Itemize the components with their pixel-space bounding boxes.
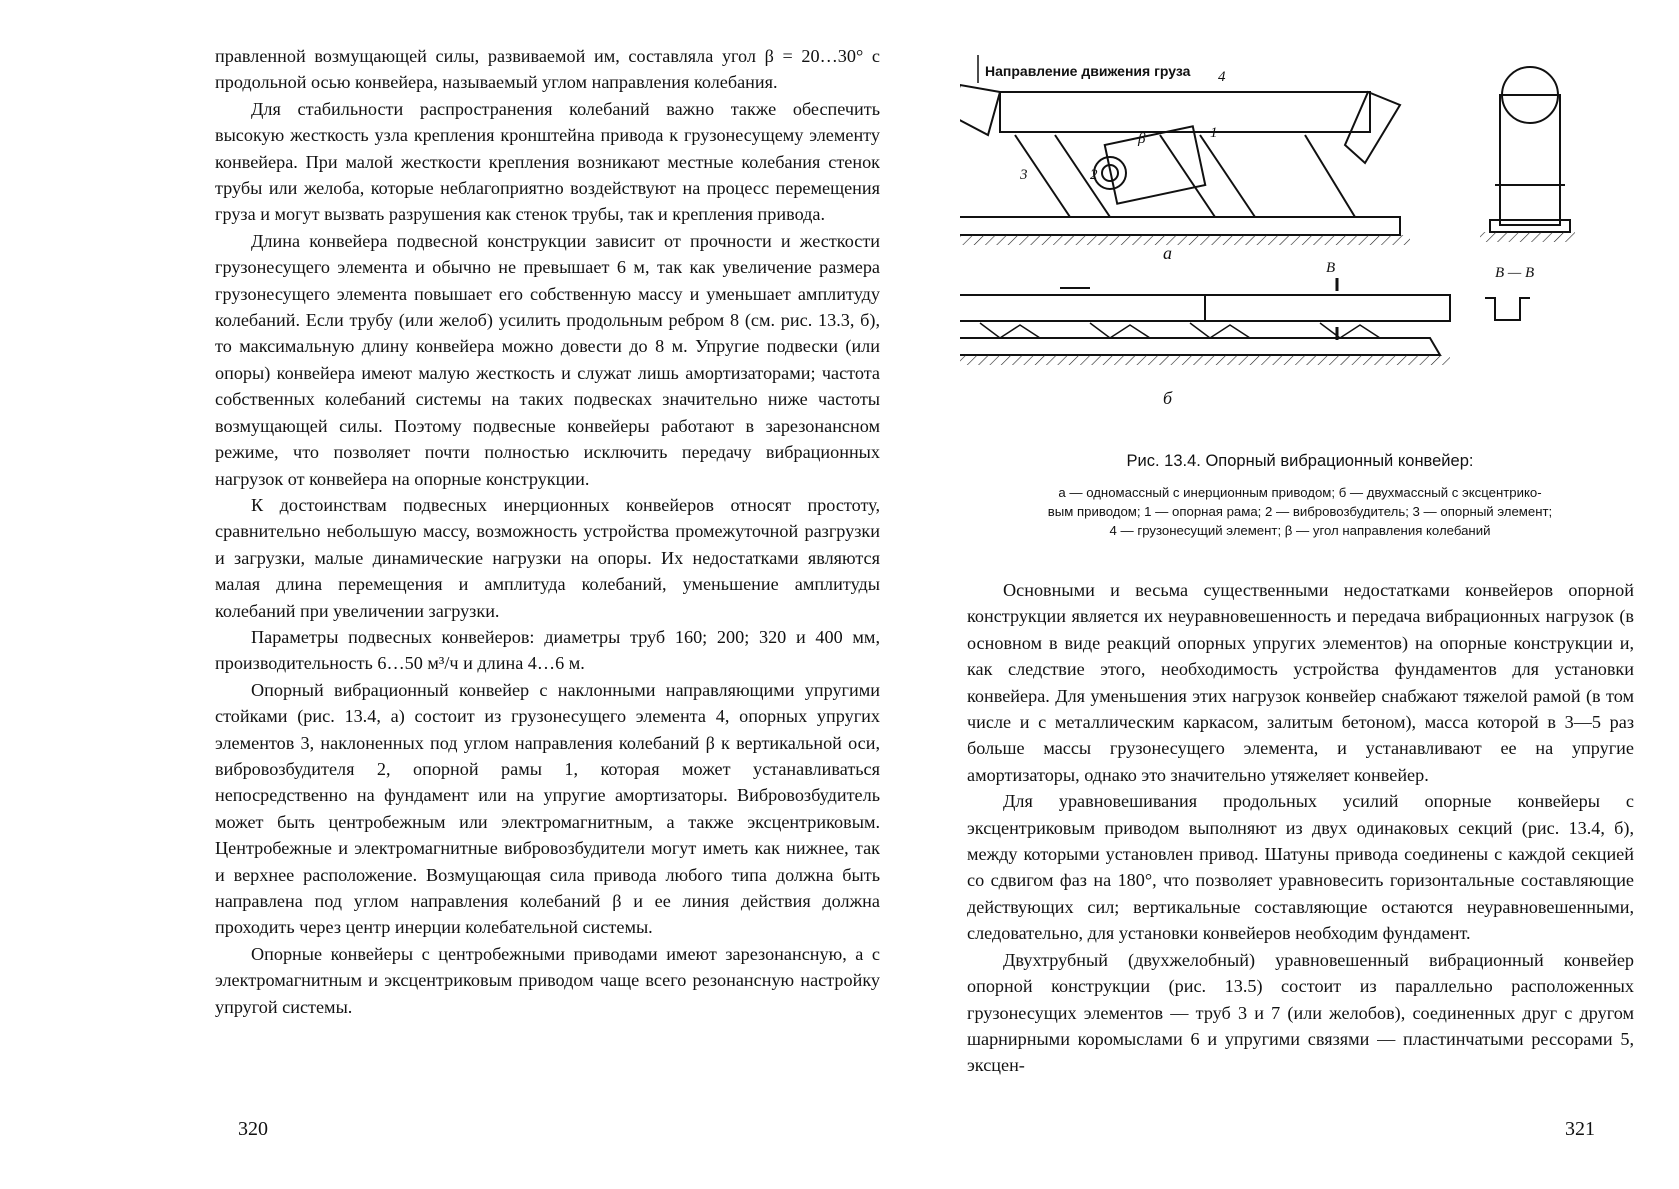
base-frame xyxy=(960,217,1400,235)
paragraph: правленной возмущающей силы, развиваемой им, составляла угол β = 20…30° с продольной осью конвейера, называемый углом направления колебания. xyxy=(215,46,880,93)
lower-frame xyxy=(960,338,1440,355)
figure-caption-legend xyxy=(960,483,1640,540)
left-page-text xyxy=(215,43,880,1020)
figure-label-a: а xyxy=(1163,243,1172,263)
ground-hatch xyxy=(960,235,1410,245)
figure-caption-title: Рис. 13.4. Опорный вибрационный конвейер: xyxy=(1126,452,1474,470)
part-number-label: 4 xyxy=(1218,69,1226,85)
page-number-right: 321 xyxy=(1565,1118,1595,1140)
paragraph: Длина конвейера подвесной конструкции зависит от прочности и жесткости грузонесущего элемента и обычно не превышает 6 м, так как увеличение размера грузонесущего элемента повышает его собственную массу и уменьшает амплитуду колебаний. Если трубу (или желоб) усилить продольным ребром 8 (см. рис. 13.3, б), то максимальную длину конвейера можно довести до 8 м. Упругие подвески (или опоры) конвейера имеют малую жесткость и служат лишь амортизаторами; частота собственных колебаний системы на таких подвесках значительно ниже частоты возмущающей силы. Поэтому подвесные конвейеры работают в зарезонансном режиме, что позволяет почти полностью исключить передачу вибрационных нагрузок от конвейера на опорные конструкции. xyxy=(215,230,880,489)
figure-label-b: б xyxy=(1163,388,1173,408)
load-carrying-element xyxy=(1000,92,1370,132)
paragraph: Основными и весьма существенными недостатками конвейеров опорной конструкции является их неуравновешенность и передача вибрационных нагрузок (в основном в виде реакций опорных упругих элементов) на опорные конструкции и, как следствие этого, необходимость устройства фундаментов для установки конвейера. Для уменьшения этих нагрузок конвейер снабжают тяжелой рамой (в том числе и с металлическим каркасом, залитым бетоном), масса которой в 3—5 раз больше массы грузонесущего элемента, и устанавливают ее на упругие амортизаторы, однако это значительно утяжеляет конвейер. xyxy=(967,580,1634,785)
part-number-label: 1 xyxy=(1210,125,1218,141)
paragraph: Опорные конвейеры с центробежными приводами имеют зарезонансную, а с электромагнитным и эксцентриковым приводом чаще всего резонансную настройку упругой системы. xyxy=(215,943,880,1017)
paragraph: К достоинствам подвесных инерционных конвейеров относят простоту, сравнительно небольшую массу, возможность устройства промежуточной разгрузки и загрузки, малые динамические нагрузки на опоры. Их недостатками являются малая длина перемещения и амплитуда колебаний, уменьшение амплитуды колебаний при увеличении загрузки. xyxy=(215,494,880,621)
part-number-label: 2 xyxy=(1090,167,1098,183)
inlet-hopper xyxy=(960,85,1000,135)
caption-line: вым приводом; 1 — опорная рама; 2 — вибровозбудитель; 3 — опорный элемент; xyxy=(1047,504,1553,519)
right-page-text xyxy=(967,577,1634,1079)
section-title: B — B xyxy=(1495,265,1535,281)
angle-label: β xyxy=(1138,131,1146,147)
part-number-label: 3 xyxy=(1020,167,1028,183)
paragraph: Параметры подвесных конвейеров: диаметры труб 160; 200; 320 и 400 мм, производительность 6…50 м³/ч и длина 4…6 м. xyxy=(215,626,880,674)
paragraph: Для уравновешивания продольных усилий опорные конвейеры с эксцентриковым приводом выполняют из двух одинаковых секций (рис. 13.4, б), между которыми установлен привод. Шатуны привода соединены с каждой секцией со сдвигом фаз на 180°, что позволяет уравновесить горизонтальные составляющие действующих сил; вертикальные составляющие остаются неуравновешенными, следовательно, для установки конвейеров необходим фундамент. xyxy=(967,791,1634,944)
section-mark: B xyxy=(1326,260,1336,276)
vibration-exciter xyxy=(1105,126,1206,203)
paragraph: Для стабильности распространения колебаний важно также обеспечить высокую жесткость узла крепления кронштейна привода к грузонесущему элементу конвейера. При малой жесткости крепления возникают местные колебания стенок трубы или желоба, которые неблагоприятно воздействуют на процесс перемещения груза и могут вызвать разрушения как стенок трубы, так и крепления привода. xyxy=(215,98,880,225)
section-profile xyxy=(1485,298,1530,320)
flow-direction-label: Направление движения груза xyxy=(985,63,1191,79)
paragraph: Двухтрубный (двухжелобный) уравновешенный вибрационный конвейер опорной конструкции (рис. 13.5) состоит из параллельно расположенных грузонесущих элементов — труб 3 и 7 (или желобов), соединенных друг с другом шарнирными коромыслами 6 и упругими связями — пластинчатыми рессорами 5, эксцен- xyxy=(967,949,1634,1076)
caption-line: 4 — грузонесущий элемент; β — угол направления колебаний xyxy=(1109,523,1491,538)
paragraph: Опорный вибрационный конвейер с наклонными направляющими упругими стойками (рис. 13.4, а) состоит из грузонесущего элемента 4, опорных упругих элементов 3, наклоненных под углом направления колебаний β к вертикальной оси, вибровозбудителя 2, опорной рамы 1, которая может устанавливаться непосредственно на фундамент или на упругие амортизаторы. Вибровозбудитель может быть центробежным или электромагнитным, а также эксцентриковым. Центробежные и электромагнитные вибровозбудители могут иметь как нижнее, так и верхнее расположение. Возмущающая сила привода любого типа должна быть направлена под углом направления колебаний β и ее линия действия должна проходить через центр инерции колебательной системы. xyxy=(215,679,880,938)
conveyor-drawing xyxy=(960,55,1640,455)
caption-line: а — одномассный с инерционным приводом; б — двухмассный с эксцентрико- xyxy=(1058,485,1542,500)
page-number-left: 320 xyxy=(238,1118,268,1140)
